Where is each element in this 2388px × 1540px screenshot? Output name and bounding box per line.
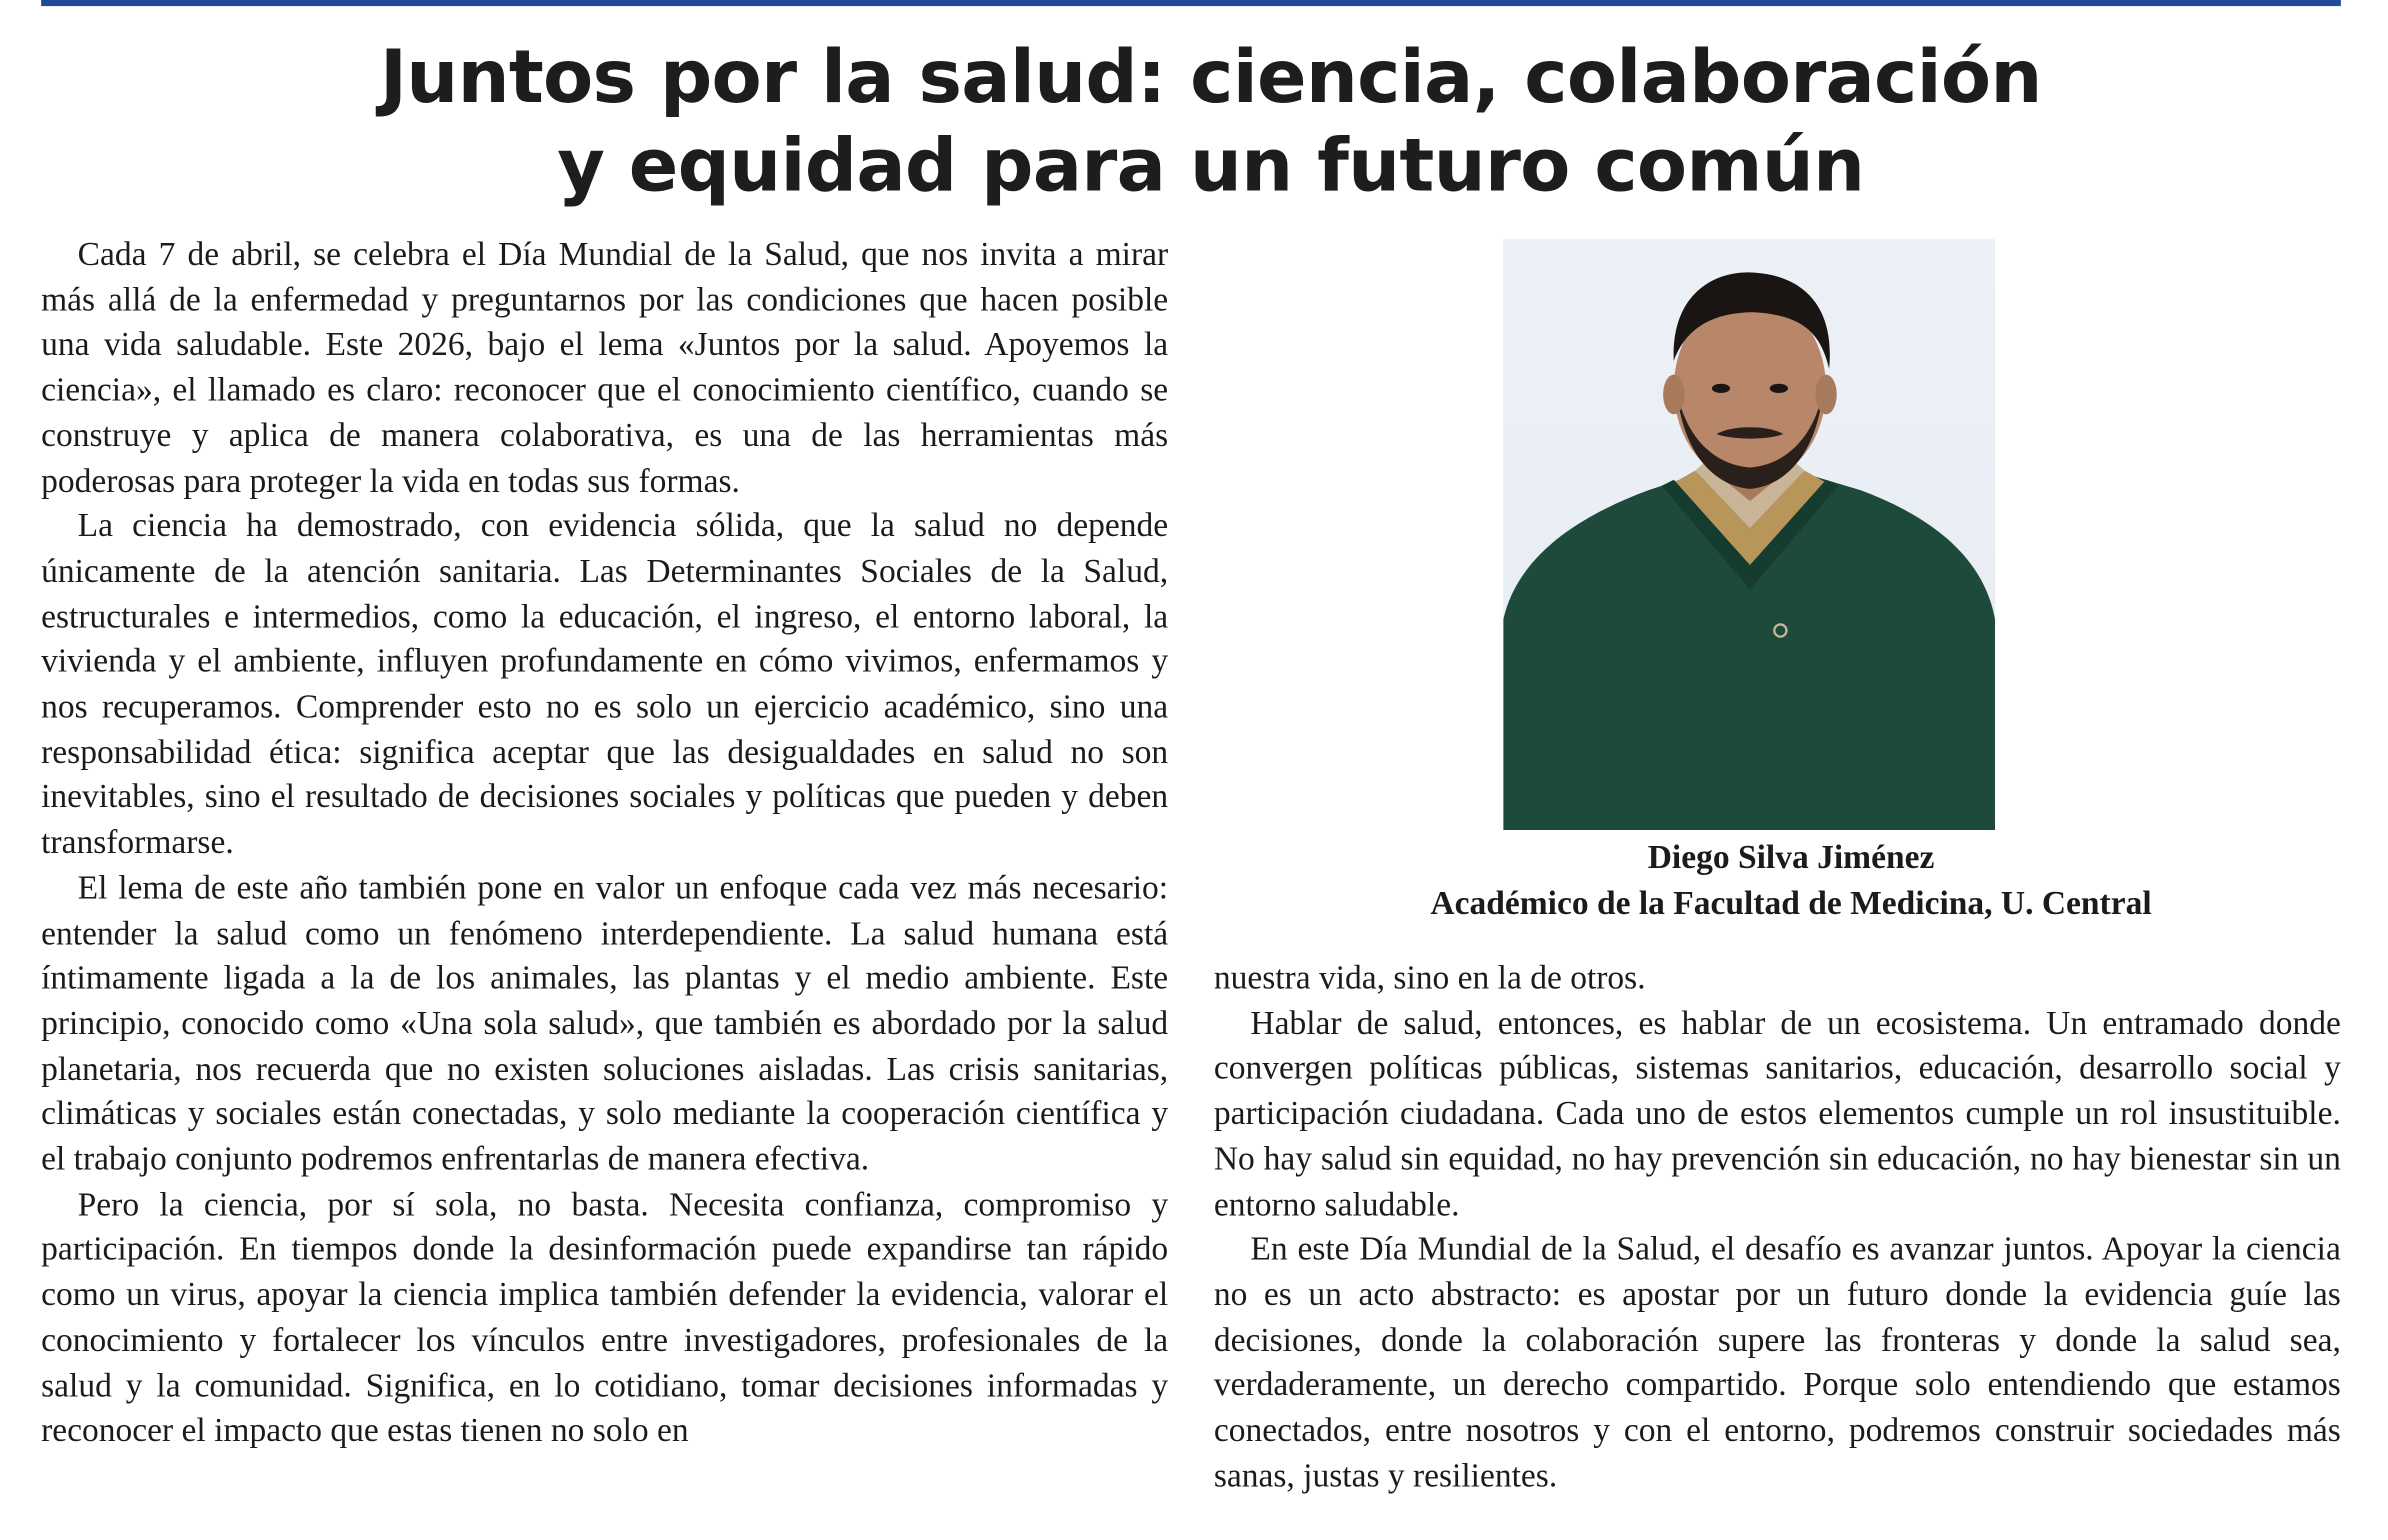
paragraph: El lema de este año también pone en valor un enfoque cada vez más necesario: entender la salud como un fenómeno interdependiente. La salud humana está íntimamente ligada a la de los animales, las plantas y el medio ambiente. Este principio, conocido como «Una sola salud», que también es abordado por la salud planetaria, nos recuerda que no existen soluciones aisladas. Las crisis sanitarias, climáticas y sociales están conectadas, y solo mediante la cooperación científica y el trabajo conjunto podremos enfrentarlas de manera efectiva. (41, 867, 1169, 1178)
top-rule (41, 0, 2341, 6)
photo-caption (1218, 835, 2363, 926)
headline-line-1: Juntos por la salud: ciencia, colaboración (379, 35, 2042, 121)
author-name: Diego Silva Jiménez (1647, 837, 1935, 876)
left-column (41, 231, 1168, 1452)
author-role: Académico de la Facultad de Medicina, U. Central (1430, 883, 2152, 922)
author-photo (1503, 239, 1995, 830)
headline-line-2: y equidad para un futuro común (557, 123, 1865, 209)
paragraph: Pero la ciencia, por sí sola, no basta. Necesita confianza, compromiso y participación. En tiempos donde la desinformación puede expandirse tan rápido como un virus, apoyar la ciencia implica también defender la evidencia, valorar el conocimiento y fortalecer los vínculos entre investigadores, profesionales de la salud y la comunidad. Significa, en lo cotidiano, tomar decisiones informadas y reconocer el impacto que estas tienen no solo en (41, 1184, 1169, 1449)
author-portrait-illustration (1503, 239, 1995, 830)
paragraph: Hablar de salud, entonces, es hablar de un ecosistema. Un entramado donde convergen políticas públicas, sistemas sanitarios, educación, desarrollo social y participación ciudadana. Cada uno de estos elementos cumple un rol insustituible. No hay salud sin equidad, no hay prevención sin educación, no hay bienestar sin un entorno saludable. (1213, 1003, 2341, 1223)
paragraph-continuation: nuestra vida, sino en la de otros. (1213, 957, 1646, 997)
paragraph: En este Día Mundial de la Salud, el desafío es avanzar juntos. Apoyar la ciencia no es un acto abstracto: es apostar por un futuro donde la evidencia guíe las decisiones, donde la colaboración supere las fronteras y donde la salud sea, verdaderamente, un derecho compartido. Porque solo entendiendo que estamos conectados, entre nosotros y con el entorno, podremos construir sociedades más sanas, justas y resilientes. (1213, 1229, 2341, 1494)
paragraph: La ciencia ha demostrado, con evidencia sólida, que la salud no depende únicamente de la atención sanitaria. Las Determinantes Sociales de la Salud, estructurales e intermedios, como la educación, el ingreso, el entorno laboral, la vivienda y el ambiente, influyen profundamente en cómo vivimos, enfermamos y nos recuperamos. Comprender esto no es solo un ejercicio académico, sino una responsabilidad ética: significa aceptar que las desigualdades en salud no son inevitables, sino el resultado de decisiones sociales y políticas que pueden y deben transformarse. (41, 505, 1169, 861)
headline (137, 34, 2284, 211)
paragraph: Cada 7 de abril, se celebra el Día Mundial de la Salud, que nos invita a mirar más allá de la enfermedad y preguntarnos por las condiciones que hacen posible una vida saludable. Este 2026, bajo el lema «Juntos por la salud. Apoyemos la ciencia», el llamado es claro: reconocer que el conocimiento científico, cuando se construye y aplica de manera colaborativa, es una de las herramientas más poderosas para proteger la vida en todas sus formas. (41, 234, 1169, 499)
right-column (1214, 955, 2341, 1498)
